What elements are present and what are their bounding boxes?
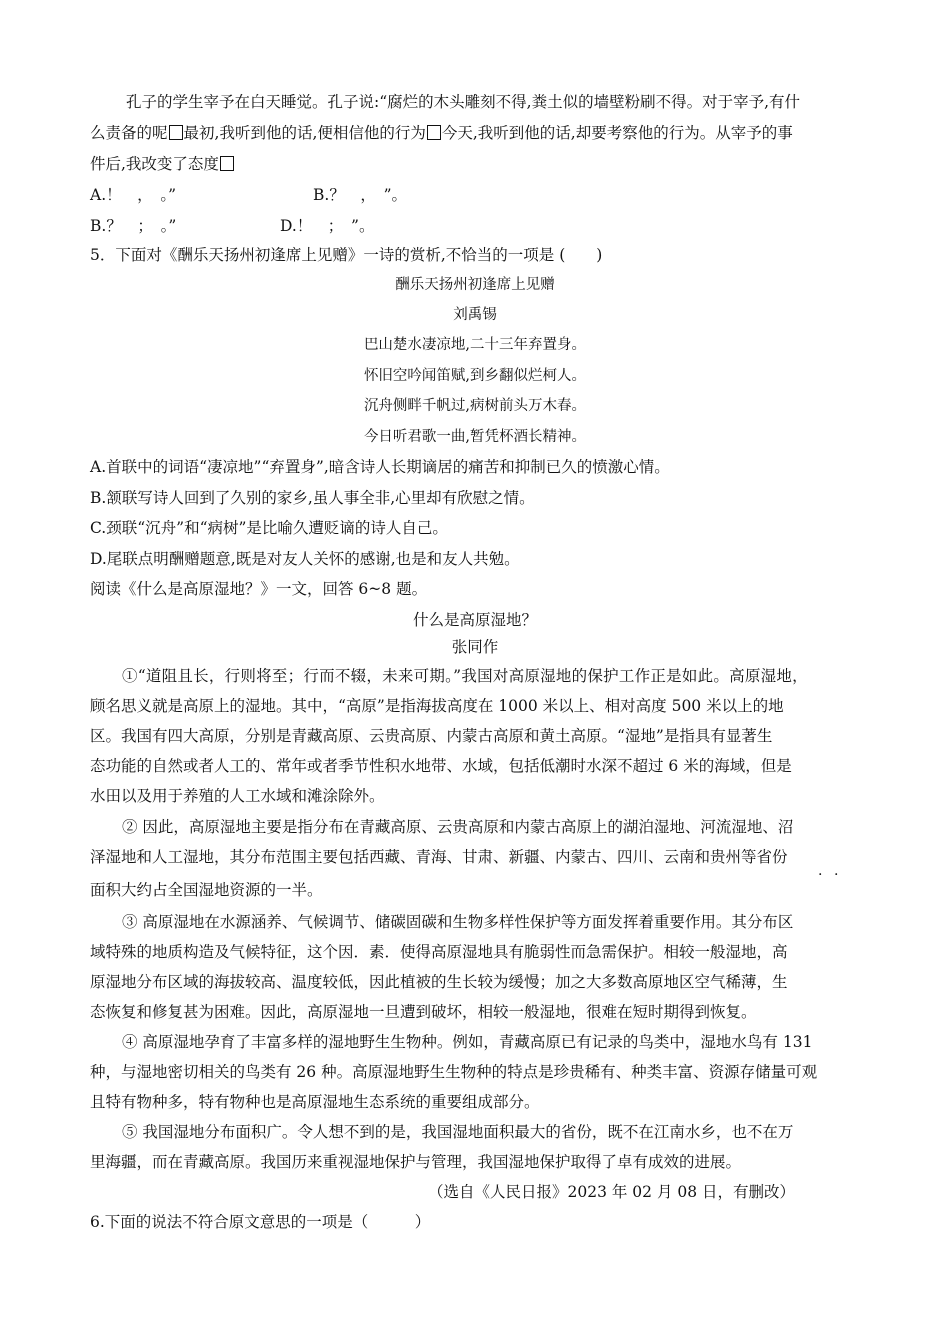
passage-line-2a: 么责备的呢 (90, 124, 168, 142)
p1-line-1: ①“道阻且长，行则将至；行而不辍，未来可期。”我国对高原湿地的保护工作正是如此。高原湿地， (122, 667, 808, 685)
poem-line-4: 今日听君歌一曲,暂凭杯酒长精神。 (363, 429, 587, 445)
passage-line-1: 孔子的学生宰予在白天睡觉。孔子说:“腐烂的木头雕刻不得,粪土似的墙壁粉刷不得。对于宰予,有什 (126, 93, 801, 111)
q5-option-a: A.首联中的词语“凄凉地”“弃置身”,暗含诗人长期谪居的痛苦和抑制已久的愤激心情。 (90, 458, 670, 476)
p2-line-3: 面积大约占全国湿地资源的一半。 (90, 881, 323, 899)
q4-option-b: B.？ ， ”。 (313, 186, 407, 204)
poem-line-2: 怀旧空吟闻笛赋,到乡翻似烂柯人。 (363, 368, 587, 384)
emphasis-dot: . (818, 863, 823, 879)
p1-line-3: 区。我国有四大高原，分别是青藏高原、云贵高原、内蒙古高原和黄土高原。“湿地”是指具有显著生 (90, 727, 773, 745)
q5-option-c: C.颈联“沉舟”和“病树”是比喻久遭贬谪的诗人自己。 (90, 519, 448, 537)
p1-line-5: 水田以及用于养殖的人工水域和滩涂除外。 (90, 787, 385, 805)
p4-line-2: 种，与湿地密切相关的鸟类有 26 种。高原湿地野生生物种的特点是珍贵稀有、种类丰富、资源存储量可观 (90, 1063, 818, 1081)
q5-option-d: D.尾联点明酬赠题意,既是对友人关怀的感谢,也是和友人共勉。 (90, 550, 520, 568)
p1-line-4: 态功能的自然或者人工的、常年或者季节性积水地带、水域，包括低潮时水深不超过 6 米的海域，但是 (90, 757, 792, 775)
q5-option-b: B.颔联写诗人回到了久别的家乡,虽人事全非,心里却有欣慰之情。 (90, 489, 535, 507)
q4-option-a: A.！ ， 。” (90, 186, 177, 204)
emphasis-dot: . (834, 863, 839, 879)
poem-line-3: 沉舟侧畔千帆过,病树前头万木春。 (363, 398, 587, 414)
p4-line-1: ④ 高原湿地孕育了丰富多样的湿地野生生物种。例如，青藏高原已有记录的鸟类中，湿地水鸟有 131 (122, 1033, 813, 1051)
p1-line-2: 顾名思义就是高原上的湿地。其中，“高原”是指海拔高度在 1000 米以上、相对高度 500 米以上的地 (90, 697, 784, 715)
passage-line-2c: 今天,我听到他的话,却要考察他的行为。从宰予的事 (441, 124, 793, 142)
p5-line-2: 里海疆，而在青藏高原。我国历来重视湿地保护与管理，我国湿地保护取得了卓有成效的进展。 (90, 1153, 742, 1171)
q4-option-d: D.！ ； ”。 (280, 217, 375, 235)
reading-intro: 阅读《什么是高原湿地？》一文，回答 6~8 题。 (90, 580, 428, 598)
blank-box-3 (220, 156, 234, 171)
passage-line-3-text: 件后,我改变了态度 (90, 155, 219, 173)
p3-line-4: 态恢复和修复甚为困难。因此，高原湿地一旦遭到破坏，相较一般湿地，很难在短时期得到恢复。 (90, 1003, 757, 1021)
article-author: 张同作 (451, 638, 499, 656)
q4-option-c: B.？ ； 。” (90, 217, 177, 235)
blank-box-1 (169, 125, 183, 140)
article-title: 什么是高原湿地？ (412, 611, 537, 629)
poem-author: 刘禹锡 (453, 307, 497, 323)
p5-line-1: ⑤ 我国湿地分布面积广。令人想不到的是，我国湿地面积最大的省份，既不在江南水乡，也不在万 (122, 1123, 794, 1141)
p4-line-3: 且特有物种多，特有物种也是高原湿地生态系统的重要组成部分。 (90, 1093, 540, 1111)
article-source: （选自《人民日报》2023 年 02 月 08 日，有删改） (428, 1183, 796, 1201)
poem-line-1: 巴山楚水凄凉地,二十三年弃置身。 (363, 337, 587, 353)
p2-line-1: ② 因此，高原湿地主要是指分布在青藏高原、云贵高原和内蒙古高原上的湖泊湿地、河流湿地、沼 (122, 818, 794, 836)
poem-title: 酬乐天扬州初逢席上见赠 (395, 277, 555, 293)
blank-box-2 (427, 125, 441, 140)
passage-line-2 (90, 123, 793, 143)
passage-line-2b: 最初,我听到他的话,便相信他的行为 (183, 124, 426, 142)
q5-stem: 5．下面对《酬乐天扬州初逢席上见赠》一诗的赏析,不恰当的一项是 ( ) (90, 246, 603, 264)
p3-line-1: ③ 高原湿地在水源涵养、气候调节、储碳固碳和生物多样性保护等方面发挥着重要作用。其分布区 (122, 913, 794, 931)
passage-line-3 (90, 154, 235, 174)
p2-line-2: 泽湿地和人工湿地，其分布范围主要包括西藏、青海、甘肃、新疆、内蒙古、四川、云南和贵州等省份 (90, 848, 788, 866)
p3-line-2: 域特殊的地质构造及气候特征，这个因．素．使得高原湿地具有脆弱性而急需保护。相较一般湿地，高 (90, 943, 788, 961)
p3-line-3: 原湿地分布区域的海拔较高、温度较低，因此植被的生长较为缓慢；加之大多数高原地区空气稀薄，生 (90, 973, 788, 991)
q6-stem: 6.下面的说法不符合原文意思的一项是（ ） (90, 1213, 431, 1231)
